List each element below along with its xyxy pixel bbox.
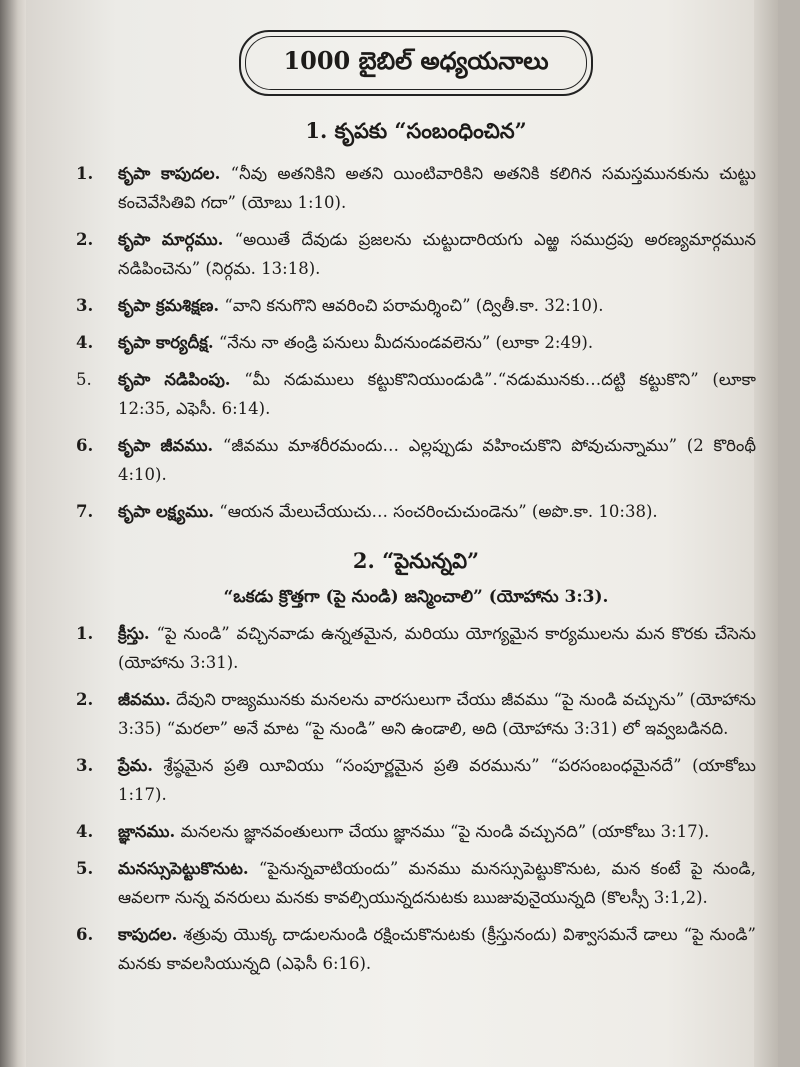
item-number: 5.	[76, 370, 92, 389]
item-number: 3.	[76, 756, 94, 775]
item-number: 1.	[76, 164, 94, 183]
item-text: “నేను నా తండ్రి పనులు మీదనుండవలెను” (లూకా 2:49).	[213, 333, 594, 352]
item-text: దేవుని రాజ్యమునకు మనలను వారసులుగా చేయు జీవము “పై నుండి వచ్చును” (యోహాను 3:35) “మరలా” అనే మాట “పై నుండి” అని ఉండాలి, అది (యోహాను 3:31) లో ఇవ్వబడినది.	[118, 690, 756, 738]
item-body	[118, 817, 756, 846]
item-term: కృపా మార్గము.	[118, 230, 224, 249]
item-number: 4.	[76, 822, 94, 841]
item-term: కృపా కాపుదల.	[118, 164, 221, 183]
item-text: “వాని కనుగొని ఆవరించి పరామర్శించి” (ద్వితీ.కా. 32:10).	[219, 296, 604, 315]
item-text: “అయితే దేవుడు ప్రజలను చుట్టుదారియగు ఎఱ్ఱ సముద్రపు అరణ్యమార్గమున నడిపించెను” (నిర్గమ. 13:18).	[118, 230, 757, 278]
item-body	[118, 619, 756, 677]
item-number: 7.	[76, 502, 94, 521]
list-item	[76, 431, 756, 489]
list-item	[76, 751, 756, 809]
page-content	[76, 30, 756, 986]
item-body	[118, 365, 756, 423]
item-term: జ్ఞానము.	[118, 822, 176, 841]
item-number: 5.	[76, 859, 94, 878]
item-number: 2.	[76, 230, 94, 249]
item-term: కృపా నడిపింపు.	[118, 370, 231, 389]
list-item	[76, 328, 756, 357]
book-title: 1000 బైబిల్ అధ్యయనాలు	[283, 45, 549, 75]
item-text: “నీవు అతనికిని అతని యింటివారికిని అతనికి కలిగిన సమస్తమునకును చుట్టు కంచెవేసితివి గదా” (యోబు 1:10).	[118, 164, 756, 212]
item-term: కృపా జీవము.	[118, 436, 214, 455]
item-term: కాపుదల.	[118, 925, 178, 944]
list-item	[76, 497, 756, 526]
item-number: 4.	[76, 333, 94, 352]
item-text: “పై నుండి” వచ్చినవాడు ఉన్నతమైన, మరియు యోగ్యమైన కార్యములను మన కొరకు చేసెను (యోహాను 3:31).	[118, 624, 756, 672]
list-item	[76, 920, 756, 978]
item-text: “మీ నడుములు కట్టుకొనియుండుడి”.“నడుమునకు…దట్టి కట్టుకొని” (లూకా 12:35, ఎఫెసీ. 6:14).	[118, 370, 756, 418]
section-subtitle: “ఒకడు క్రొత్తగా (పై నుండి) జన్మించాలి” (యోహాను 3:3).	[223, 587, 609, 607]
item-body	[118, 431, 756, 489]
item-term: కృపా లక్ష్యము.	[118, 502, 215, 521]
item-body	[118, 685, 756, 743]
item-text: శ్రేష్ఠమైన ప్రతి యీవియు “సంపూర్ణమైన ప్రతి వరమును” “పరసంబంధమైనదే” (యాకోబు 1:17).	[118, 756, 756, 804]
item-body	[118, 159, 756, 217]
item-body	[118, 225, 756, 283]
item-body	[118, 328, 756, 357]
item-text: మనలను జ్ఞానవంతులుగా చేయు జ్ఞానము “పై నుండి వచ్చునది” (యాకోబు 3:17).	[175, 822, 710, 841]
item-term: కృపా క్రమశిక్షణ.	[118, 296, 220, 315]
book-title-frame	[239, 30, 593, 96]
item-body	[118, 291, 756, 320]
item-number: 6.	[76, 925, 94, 944]
item-number: 6.	[76, 436, 94, 455]
item-body	[118, 854, 756, 912]
section-heading: 2. “పైనున్నవి”	[352, 548, 480, 573]
item-text: శత్రువు యొక్క దాడులనుండి రక్షించుకొనుటకు (క్రీస్తునందు) విశ్వాసమనే డాలు “పై నుండి” మనకు కావలసియున్నది (ఎఫెసీ 6:16).	[118, 925, 756, 973]
list-item	[76, 685, 756, 743]
item-term: క్రీస్తు.	[118, 624, 150, 643]
item-number: 1.	[76, 624, 94, 643]
study-list	[76, 619, 756, 978]
list-item	[76, 817, 756, 846]
item-number: 3.	[76, 296, 94, 315]
list-item	[76, 619, 756, 677]
item-number: 2.	[76, 690, 94, 709]
item-term: కృపా కార్యదీక్ష.	[118, 333, 214, 352]
list-item	[76, 854, 756, 912]
list-item	[76, 225, 756, 283]
study-list	[76, 159, 756, 526]
item-text: “ఆయన మేలుచేయుచు… సంచరించుచుండెను” (అపొ.కా. 10:38).	[214, 502, 658, 521]
item-text: “పైనున్నవాటియందు” మనము మనస్సుపెట్టుకొనుట, మన కంటే పై నుండి, ఆవలగా నున్న వనరులు మనకు కావల్సియున్నదనుటకు ఋజువునైయున్నది (కొలస్సీ 3:1,2).	[118, 859, 756, 907]
book-page	[26, 0, 778, 1067]
list-item	[76, 291, 756, 320]
item-term: ప్రేమ.	[118, 756, 153, 775]
item-body	[118, 920, 756, 978]
item-body	[118, 751, 756, 809]
page-edge	[754, 0, 778, 1067]
item-body	[118, 497, 756, 526]
list-item	[76, 159, 756, 217]
item-term: మనస్సుపెట్టుకొనుట.	[118, 859, 249, 878]
section-heading: 1. కృపకు “సంబంధించిన”	[305, 118, 527, 143]
item-text: “జీవము మాశరీరమందు… ఎల్లప్పుడు వహించుకొని పోవుచున్నాము” (2 కొరింథీ 4:10).	[118, 436, 756, 484]
item-term: జీవము.	[118, 690, 171, 709]
list-item	[76, 365, 756, 423]
